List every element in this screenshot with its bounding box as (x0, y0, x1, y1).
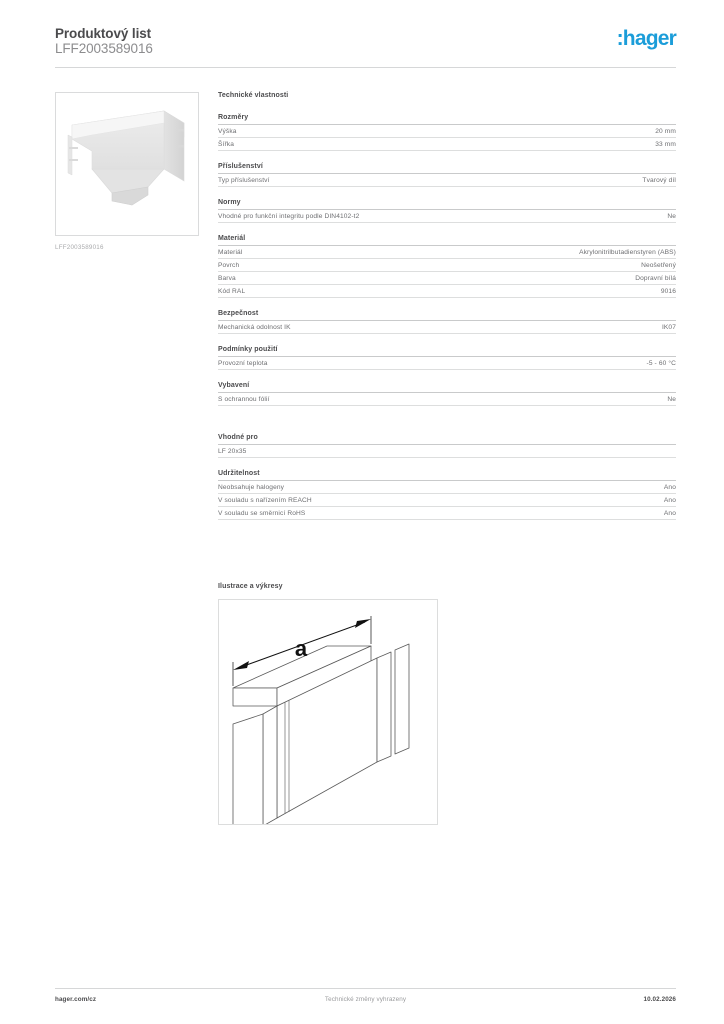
spec-row-label: Mechanická odolnost IK (218, 324, 291, 331)
page-title: Produktový list (55, 26, 152, 41)
title-block (55, 26, 153, 57)
spec-row-label: S ochrannou fólií (218, 396, 270, 403)
spec-row (218, 445, 676, 458)
spec-group (218, 434, 676, 458)
drawings-title: Ilustrace a výkresy (218, 583, 283, 590)
spec-row-label: Kód RAL (218, 288, 246, 295)
spec-row-value: -5 - 60 °C (646, 360, 676, 367)
spec-row (218, 393, 676, 406)
page-header (55, 26, 676, 68)
spec-row (218, 285, 676, 298)
product-image (55, 92, 199, 236)
footer-date: 10.02.2026 (643, 996, 676, 1003)
spec-group-title: Materiál (218, 235, 676, 246)
spec-row-label: Vhodné pro funkční integritu podle DIN4102-t2 (218, 213, 360, 220)
spec-row-label: Výška (218, 128, 237, 135)
spec-row-value: 20 mm (655, 128, 676, 135)
spec-group-title: Podmínky použití (218, 346, 676, 357)
spec-row-label: Barva (218, 275, 236, 282)
spec-row-value: Neošetřený (641, 262, 676, 269)
spec-row (218, 210, 676, 223)
footer-divider (55, 988, 676, 989)
spec-group (218, 114, 676, 151)
spec-group-title: Příslušenství (218, 163, 676, 174)
spec-row-value: Tvarový díl (642, 177, 676, 184)
technical-specifications (218, 92, 676, 520)
spec-group (218, 235, 676, 298)
spec-row-value: Ne (667, 396, 676, 403)
spec-row-label: Typ příslušenství (218, 177, 270, 184)
spec-group (218, 163, 676, 187)
spec-row (218, 272, 676, 285)
spec-row (218, 259, 676, 272)
spec-row-value: 33 mm (655, 141, 676, 148)
spec-row (218, 321, 676, 334)
spec-row (218, 138, 676, 151)
dimension-label-a: a (294, 636, 308, 661)
footer-website[interactable]: hager.com/cz (55, 996, 97, 1003)
spec-group (218, 470, 676, 520)
spec-row-label: V souladu se směrnicí RoHS (218, 510, 306, 517)
spec-row-label: Materiál (218, 249, 243, 256)
spec-row-value: Dopravní bílá (635, 275, 676, 282)
technical-drawing (218, 599, 438, 825)
spec-row-label: Provozní teplota (218, 360, 268, 367)
header-divider (55, 67, 676, 68)
spec-group-title: Vybavení (218, 382, 676, 393)
spec-row (218, 357, 676, 370)
spec-row (218, 174, 676, 187)
spec-row (218, 481, 676, 494)
specs-title: Technické vlastnosti (218, 92, 289, 99)
product-reference: LFF2003589016 (55, 41, 153, 56)
spec-group-title: Bezpečnost (218, 310, 676, 321)
spec-group (218, 310, 676, 334)
spec-row (218, 125, 676, 138)
spec-row-value: Ano (663, 484, 676, 491)
spec-row (218, 494, 676, 507)
spec-group (218, 199, 676, 223)
spec-group-title: Vhodné pro (218, 434, 676, 445)
spec-row-value: Ano (663, 510, 676, 517)
spec-row-value: Ano (663, 497, 676, 504)
spec-row (218, 246, 676, 259)
hager-logo: :hager (616, 27, 676, 50)
spec-row-value: Ne (667, 213, 676, 220)
spec-row (218, 507, 676, 520)
spec-row-value: Akrylonitrilbutadienstyren (ABS) (579, 249, 676, 256)
spec-row-label: Šířka (218, 141, 234, 148)
footer-disclaimer: Technické změny vyhrazeny (324, 996, 407, 1003)
spec-group-title: Udržitelnost (218, 470, 676, 481)
spec-row-value: IK07 (661, 324, 676, 331)
spec-group (218, 382, 676, 406)
spec-group-title: Normy (218, 199, 676, 210)
spec-row-label: Neobsahuje halogeny (218, 484, 285, 491)
spec-row-label: Povrch (218, 262, 240, 269)
spec-group (218, 346, 676, 370)
spec-group-title: Rozměry (218, 114, 676, 125)
specs-groups (218, 114, 676, 520)
spec-row-value: 9016 (660, 288, 676, 295)
spec-row-label: V souladu s nařízením REACH (218, 497, 312, 504)
page-footer (55, 996, 676, 1003)
product-image-caption: LFF2003589016 (55, 244, 104, 251)
spec-row-label: LF 20x35 (218, 448, 247, 455)
